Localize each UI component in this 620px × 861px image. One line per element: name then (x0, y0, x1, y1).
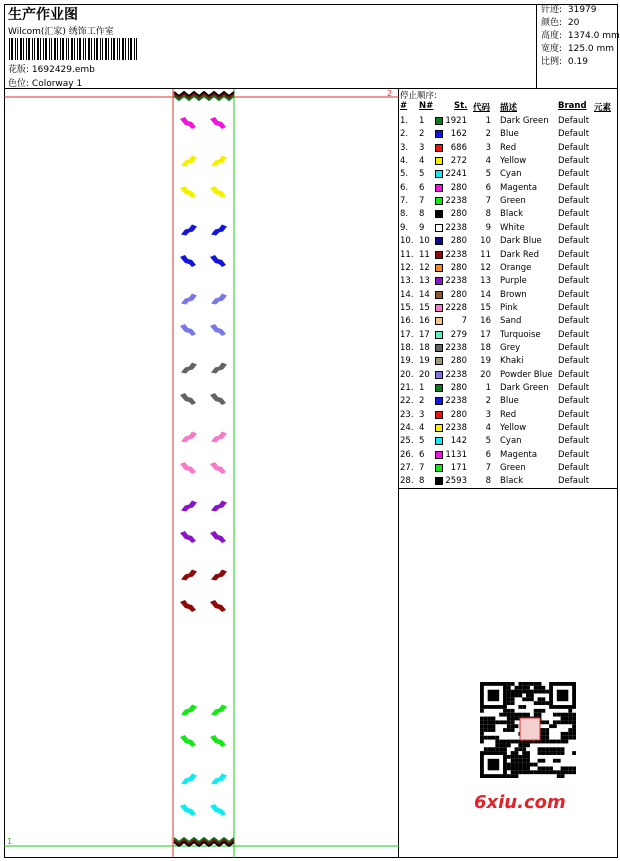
embroidery-motif (180, 600, 196, 612)
row-brand: Default (558, 209, 590, 220)
row-needle: 2 (419, 129, 425, 140)
sequence-row (399, 275, 618, 288)
row-stitches: 2238 (445, 196, 467, 207)
sequence-header (399, 101, 618, 113)
row-desc: Pink (500, 302, 518, 313)
row-desc: Blue (500, 129, 519, 140)
color-swatch (435, 344, 443, 352)
row-stitches: 1921 (445, 116, 467, 126)
row-num: 18. (400, 342, 414, 353)
embroidery-motif (181, 363, 197, 374)
color-swatch (435, 170, 443, 178)
row-desc: Grey (500, 342, 521, 353)
top-zigzag-border (174, 92, 234, 100)
row-needle: 14 (419, 289, 430, 300)
row-code: 11 (480, 249, 491, 260)
row-num: 14. (400, 289, 414, 300)
row-needle: 8 (419, 209, 425, 220)
embroidery-motif (211, 156, 227, 167)
color-swatch (435, 384, 443, 392)
color-swatch (435, 437, 443, 445)
row-num: 5. (400, 169, 409, 180)
color-swatch (435, 237, 443, 245)
motif-column (180, 117, 227, 816)
stat-width: 宽度: 125.0 mm (541, 44, 615, 54)
embroidery-motif (210, 600, 226, 612)
row-code: 19 (480, 356, 491, 367)
row-stitches: 2238 (445, 342, 467, 353)
sequence-row (399, 289, 618, 302)
sequence-row (399, 168, 618, 181)
row-stitches: 2238 (445, 396, 467, 407)
row-desc: Brown (500, 289, 527, 300)
row-stitches: 1131 (445, 449, 467, 460)
embroidery-motif (180, 117, 196, 129)
header-st: St. (454, 101, 468, 111)
color-swatch (435, 264, 443, 272)
row-code: 2 (485, 129, 491, 140)
row-brand: Default (558, 182, 590, 193)
color-swatch (435, 224, 443, 232)
row-num: 23. (400, 409, 414, 420)
row-num: 21. (400, 383, 414, 393)
row-num: 12. (400, 262, 414, 273)
row-needle: 11 (419, 249, 430, 260)
file-label: 花版: (8, 65, 30, 75)
row-needle: 16 (419, 316, 430, 327)
row-desc: Dark Blue (500, 236, 542, 247)
row-stitches: 2241 (445, 169, 467, 180)
row-desc: White (500, 222, 525, 233)
row-brand: Default (558, 262, 590, 273)
row-code: 20 (480, 369, 491, 380)
row-num: 3. (400, 142, 409, 153)
row-code: 13 (480, 276, 491, 287)
embroidery-motif (211, 774, 227, 785)
row-desc: Magenta (500, 449, 538, 460)
row-needle: 7 (419, 463, 425, 474)
row-brand: Default (558, 369, 590, 380)
row-needle: 6 (419, 182, 425, 193)
embroidery-motif (210, 462, 226, 474)
row-code: 12 (480, 262, 491, 273)
embroidery-motif (180, 324, 196, 336)
sequence-row (399, 342, 618, 355)
embroidery-motif (180, 462, 196, 474)
row-stitches: 280 (450, 209, 467, 220)
color-swatch (435, 184, 443, 192)
color-swatch (435, 411, 443, 419)
stat-scale: 比例: 0.19 (541, 57, 588, 67)
stat-stitches: 针迹: 31979 (541, 5, 597, 15)
color-swatch (435, 130, 443, 138)
row-num: 16. (400, 316, 414, 327)
row-desc: Dark Green (500, 383, 549, 393)
row-stitches: 280 (450, 182, 467, 193)
row-num: 27. (400, 463, 414, 474)
qr-code (470, 682, 586, 778)
row-brand: Default (558, 383, 590, 393)
sequence-row (399, 302, 618, 315)
sequence-row (399, 422, 618, 435)
row-num: 19. (400, 356, 414, 367)
colorway-value: Colorway 1 (31, 79, 83, 89)
sequence-row (399, 182, 618, 195)
bottom-zigzag-border (174, 838, 234, 846)
row-needle: 3 (419, 142, 425, 153)
row-stitches: 280 (450, 383, 467, 393)
row-stitches: 2593 (445, 476, 467, 487)
row-desc: Purple (500, 276, 527, 287)
embroidery-motif (211, 705, 227, 716)
row-stitches: 280 (450, 289, 467, 300)
row-code: 7 (485, 196, 491, 207)
sequence-row (399, 142, 618, 155)
row-code: 16 (480, 316, 491, 327)
row-code: 15 (480, 302, 491, 313)
row-code: 5 (485, 436, 491, 447)
color-swatch (435, 277, 443, 285)
row-num: 22. (400, 396, 414, 407)
color-swatch (435, 331, 443, 339)
row-code: 6 (485, 449, 491, 460)
row-num: 20. (400, 369, 414, 380)
embroidery-motif (210, 804, 226, 816)
color-swatch (435, 117, 443, 125)
row-num: 2. (400, 129, 409, 140)
embroidery-motif (180, 531, 196, 543)
row-num: 1. (400, 116, 409, 126)
row-num: 13. (400, 276, 414, 287)
embroidery-motif (210, 393, 226, 405)
color-swatch (435, 157, 443, 165)
row-desc: Green (500, 463, 526, 474)
embroidery-motif (210, 735, 226, 747)
sequence-row (399, 235, 618, 248)
row-stitches: 2238 (445, 276, 467, 287)
sequence-row (399, 369, 618, 382)
row-code: 7 (485, 463, 491, 474)
embroidery-motif (181, 570, 197, 581)
row-code: 5 (485, 169, 491, 180)
row-desc: Orange (500, 262, 532, 273)
row-num: 17. (400, 329, 414, 340)
row-desc: Green (500, 196, 526, 207)
row-brand: Default (558, 356, 590, 367)
row-brand: Default (558, 289, 590, 300)
row-stitches: 272 (450, 156, 467, 167)
embroidery-motif (181, 432, 197, 443)
sequence-row (399, 262, 618, 275)
sequence-row (399, 475, 618, 488)
embroidery-motif (211, 570, 227, 581)
embroidery-motif (181, 705, 197, 716)
row-num: 24. (400, 423, 414, 434)
row-desc: Cyan (500, 436, 522, 447)
row-stitches: 280 (450, 236, 467, 247)
sequence-row (399, 315, 618, 328)
row-code: 1 (485, 383, 491, 393)
embroidery-motif (211, 363, 227, 374)
row-needle: 6 (419, 449, 425, 460)
row-num: 28. (400, 476, 414, 487)
row-desc: Yellow (500, 156, 527, 167)
sequence-row (399, 462, 618, 475)
row-needle: 1 (419, 116, 425, 126)
row-num: 25. (400, 436, 414, 447)
row-stitches: 2238 (445, 423, 467, 434)
row-code: 17 (480, 329, 491, 340)
row-brand: Default (558, 463, 590, 474)
row-code: 2 (485, 396, 491, 407)
sequence-row (399, 249, 618, 262)
header-code: 代码 (473, 103, 491, 113)
header-elem: 元素 (594, 103, 612, 113)
row-brand: Default (558, 342, 590, 353)
color-swatch (435, 397, 443, 405)
embroidery-motif (211, 225, 227, 236)
sequence-row (399, 128, 618, 141)
embroidery-motif (181, 501, 197, 512)
row-needle: 2 (419, 396, 425, 407)
header-desc: 描述 (500, 103, 518, 113)
sequence-row (399, 208, 618, 221)
row-needle: 15 (419, 302, 430, 313)
color-swatch (435, 451, 443, 459)
watermark-site: 6xiu.com (474, 792, 566, 813)
row-brand: Default (558, 156, 590, 167)
color-swatch (435, 357, 443, 365)
embroidery-motif (181, 774, 197, 785)
embroidery-motif (180, 186, 196, 198)
color-swatch (435, 197, 443, 205)
stats-panel (536, 4, 618, 89)
row-needle: 4 (419, 156, 425, 167)
sequence-title: 停止顺序: (400, 91, 437, 101)
row-code: 14 (480, 289, 491, 300)
embroidery-motif (210, 117, 226, 129)
row-desc: Blue (500, 396, 519, 407)
embroidery-motif (211, 432, 227, 443)
color-swatch (435, 477, 443, 485)
row-needle: 10 (419, 236, 430, 247)
embroidery-motif (181, 156, 197, 167)
row-desc: Dark Red (500, 249, 540, 260)
software-subtitle: Wilcom(汇家) 绣饰工作室 (8, 27, 114, 37)
row-desc: Cyan (500, 169, 522, 180)
row-stitches: 279 (450, 329, 467, 340)
row-needle: 17 (419, 329, 430, 340)
row-code: 10 (480, 236, 491, 247)
row-needle: 20 (419, 369, 430, 380)
row-needle: 12 (419, 262, 430, 273)
row-stitches: 171 (450, 463, 467, 474)
row-num: 9. (400, 222, 409, 233)
row-code: 3 (485, 142, 491, 153)
color-swatch (435, 424, 443, 432)
row-brand: Default (558, 329, 590, 340)
embroidery-motif (180, 255, 196, 267)
stat-height: 高度: 1374.0 mm (541, 31, 620, 41)
embroidery-motif (211, 294, 227, 305)
color-swatch (435, 464, 443, 472)
row-code: 4 (485, 423, 491, 434)
color-swatch (435, 144, 443, 152)
row-brand: Default (558, 196, 590, 207)
stop-sequence-panel (399, 89, 618, 489)
color-swatch (435, 291, 443, 299)
row-brand: Default (558, 276, 590, 287)
colorway-line (8, 76, 82, 89)
row-brand: Default (558, 302, 590, 313)
sequence-row (399, 409, 618, 422)
header-brand: Brand (558, 101, 587, 111)
row-needle: 4 (419, 423, 425, 434)
file-line (8, 62, 95, 75)
corner-top-label: 2 (387, 89, 393, 98)
row-desc: Red (500, 142, 517, 153)
row-num: 10. (400, 236, 414, 247)
row-brand: Default (558, 169, 590, 180)
row-num: 11. (400, 249, 414, 260)
embroidery-motif (181, 225, 197, 236)
row-num: 4. (400, 156, 409, 167)
row-code: 6 (485, 182, 491, 193)
embroidery-motif (180, 804, 196, 816)
row-desc: Powder Blue (500, 369, 553, 380)
row-desc: Yellow (500, 423, 527, 434)
color-swatch (435, 317, 443, 325)
row-brand: Default (558, 423, 590, 434)
row-brand: Default (558, 249, 590, 260)
row-brand: Default (558, 476, 590, 487)
embroidery-motif (210, 255, 226, 267)
page-title: 生产作业图 (8, 7, 78, 23)
sequence-row (399, 115, 618, 128)
row-num: 6. (400, 182, 409, 193)
row-brand: Default (558, 396, 590, 407)
embroidery-motif (180, 393, 196, 405)
sequence-row (399, 155, 618, 168)
row-desc: Khaki (500, 356, 524, 367)
row-num: 7. (400, 196, 409, 207)
sequence-row (399, 382, 618, 395)
embroidery-motif (210, 531, 226, 543)
row-code: 1 (485, 116, 491, 126)
row-needle: 13 (419, 276, 430, 287)
embroidery-motif (210, 186, 226, 198)
row-stitches: 2238 (445, 249, 467, 260)
color-swatch (435, 210, 443, 218)
sequence-row (399, 355, 618, 368)
row-num: 15. (400, 302, 414, 313)
header-n: N# (419, 101, 434, 111)
row-needle: 1 (419, 383, 425, 393)
color-swatch (435, 371, 443, 379)
row-desc: Red (500, 409, 517, 420)
row-brand: Default (558, 236, 590, 247)
row-needle: 19 (419, 356, 430, 367)
embroidery-motif (211, 501, 227, 512)
row-num: 8. (400, 209, 409, 220)
sequence-row (399, 195, 618, 208)
row-brand: Default (558, 409, 590, 420)
file-value: 1692429.emb (31, 65, 95, 75)
row-needle: 3 (419, 409, 425, 420)
sequence-row (399, 329, 618, 342)
row-brand: Default (558, 449, 590, 460)
row-needle: 8 (419, 476, 425, 487)
stat-colors: 颜色: 20 (541, 18, 580, 28)
row-stitches: 142 (450, 436, 467, 447)
row-code: 4 (485, 156, 491, 167)
row-stitches: 280 (450, 356, 467, 367)
row-desc: Dark Green (500, 116, 549, 126)
row-desc: Turquoise (500, 329, 541, 340)
row-stitches: 280 (450, 262, 467, 273)
row-needle: 5 (419, 169, 425, 180)
sequence-row (399, 222, 618, 235)
row-needle: 18 (419, 342, 430, 353)
row-stitches: 280 (450, 409, 467, 420)
design-canvas (4, 89, 399, 858)
corner-bottom-label: 1 (7, 837, 13, 846)
row-needle: 5 (419, 436, 425, 447)
row-brand: Default (558, 222, 590, 233)
row-code: 9 (485, 222, 491, 233)
embroidery-motif (210, 324, 226, 336)
row-code: 8 (485, 476, 491, 487)
row-stitches: 686 (450, 142, 467, 153)
row-stitches: 2238 (445, 222, 467, 233)
row-desc: Magenta (500, 182, 538, 193)
row-desc: Sand (500, 316, 522, 327)
row-brand: Default (558, 116, 590, 126)
header (4, 4, 618, 89)
row-brand: Default (558, 142, 590, 153)
row-needle: 9 (419, 222, 425, 233)
row-stitches: 162 (450, 129, 467, 140)
row-brand: Default (558, 436, 590, 447)
sequence-row (399, 395, 618, 408)
row-brand: Default (558, 316, 590, 327)
row-stitches: 2238 (445, 369, 467, 380)
sequence-row (399, 449, 618, 462)
row-num: 26. (400, 449, 414, 460)
colorway-label: 色位: (8, 79, 30, 89)
row-brand: Default (558, 129, 590, 140)
design-preview (4, 89, 399, 858)
embroidery-motif (181, 294, 197, 305)
row-desc: Black (500, 209, 523, 220)
color-swatch (435, 251, 443, 259)
row-stitches: 7 (461, 316, 467, 327)
row-code: 8 (485, 209, 491, 220)
barcode (9, 38, 139, 60)
row-code: 18 (480, 342, 491, 353)
sequence-row (399, 435, 618, 448)
row-desc: Black (500, 476, 523, 487)
row-needle: 7 (419, 196, 425, 207)
header-num: # (400, 101, 408, 111)
embroidery-motif (180, 735, 196, 747)
color-swatch (435, 304, 443, 312)
row-code: 3 (485, 409, 491, 420)
row-stitches: 2228 (445, 302, 467, 313)
